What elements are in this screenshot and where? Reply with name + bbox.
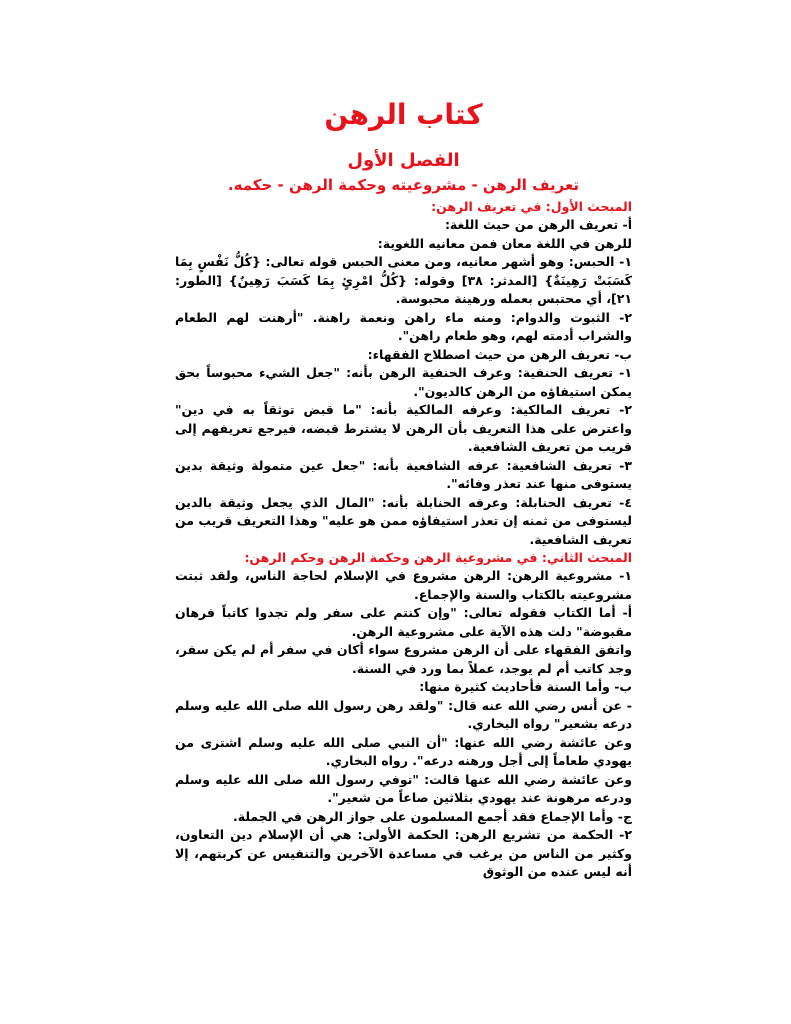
paragraph: ١- الحبس: وهو أشهر معانيه، ومن معنى الحبس قوله تعالى: {كُلُّ نَفْسٍ بِمَا كَسَبَتْ رَهِينَةٌ} [المدثر: ٣٨] وقوله: {كُلُّ امْرِئٍ بِمَا كَسَبَ رَهِينٌ} [الطور: ٢١]، أي محتبس بعمله ورهينة محبوسة. xyxy=(175,254,633,306)
paragraph: ب- تعريف الرهن من حيث اصطلاح الفقهاء: xyxy=(367,346,632,362)
document-page xyxy=(175,84,632,882)
section-definition xyxy=(175,198,632,549)
paragraph: أ- تعريف الرهن من حيث اللغة: xyxy=(444,217,632,232)
section-heading: المبحث الثاني: في مشروعية الرهن وحكمة الرهن وحكم الرهن: xyxy=(244,550,632,565)
paragraph: ٤- تعريف الحنابلة: وعرفه الحنابلة بأنه: "المال الذي يجعل وثيقة بالدين ليستوفى من ثمنه إن تعذر استيفاؤه ممن هو عليه" وهذا التعريف قريب من تعريف الشافعية. xyxy=(175,494,632,547)
paragraph: وعن عائشة رضي الله عنها قالت: "توفي رسول الله صلى الله عليه وسلم ودرعه مرهونة عند يهودي بثلاثين صاعاً من شعير". xyxy=(175,771,632,805)
paragraph: واتفق الفقهاء على أن الرهن مشروع سواء أكان في سفر أم لم يكن سفر، وجد كاتب أم لم يوجد، عملاً بما ورد في السنة. xyxy=(175,642,632,676)
chapter-subtitle: تعريف الرهن - مشروعيته وحكمة الرهن - حكمه. xyxy=(227,176,580,194)
paragraph: ٢- تعريف المالكية: وعرفه المالكية بأنه: "ما قبض توثقاً به في دين" واعترض على هذا التعريف بأن الرهن لا يشترط قبضه، فيرجع تعريفهم إلى قريب من تعريف الشافعية. xyxy=(175,402,632,454)
paragraph: أ- أما الكتاب فقوله تعالى: "وإن كنتم على سفر ولم تجدوا كاتباً فرهان مقبوضة" دلت هذه الآية على مشروعية الرهن. xyxy=(175,605,632,639)
paragraph: ب- وأما السنة فأحاديث كثيرة منها: xyxy=(419,679,632,694)
book-title: كتاب الرهن xyxy=(324,98,483,131)
section-heading: المبحث الأول: في تعريف الرهن: xyxy=(431,199,632,214)
section-legitimacy xyxy=(175,549,632,882)
paragraph: للرهن في اللغة معان فمن معانيه اللغوية: xyxy=(377,235,632,251)
paragraph: ١- مشروعية الرهن: الرهن مشروع في الإسلام لحاجة الناس، ولقد ثبتت مشروعيته بالكتاب والسنة والإجماع. xyxy=(175,568,632,602)
paragraph: ٣- تعريف الشافعية: عرفه الشافعية بأنه: "جعل عين متمولة وثيقة بدين يستوفى منها عند تعذر وفائه". xyxy=(175,457,632,491)
paragraph: ج- وأما الإجماع فقد أجمع المسلمون على جواز الرهن في الجملة. xyxy=(232,808,632,824)
chapter-title: الفصل الأول xyxy=(347,150,460,171)
paragraph: ٢- الثبوت والدوام: ومنه ماء راهن ونعمة راهنة. "أرهنت لهم الطعام والشراب أدمته لهم، وهو طعام راهن". xyxy=(175,309,632,343)
paragraph: - عن أنس رضي الله عنه قال: "ولقد رهن رسول الله صلى الله عليه وسلم درعه بشعير" رواه البخاري. xyxy=(175,697,632,731)
paragraph: ١- تعريف الحنفية: وعرف الحنفية الرهن بأنه: "جعل الشيء محبوساً بحق يمكن استيفاؤه من الرهن كالديون". xyxy=(175,365,632,399)
paragraph: وعن عائشة رضي الله عنها: "أن النبي صلى الله عليه وسلم اشترى من يهودي طعاماً إلى أجل ورهنه درعه". رواه البخاري. xyxy=(175,734,632,768)
paragraph: ٢- الحكمة من تشريع الرهن: الحكمة الأولى: هي أن الإسلام دين التعاون، وكثير من الناس من يرغب في مساعدة الآخرين والتنفيس عن كربتهم، إلا أنه ليس عنده من الوثوق xyxy=(175,827,632,879)
